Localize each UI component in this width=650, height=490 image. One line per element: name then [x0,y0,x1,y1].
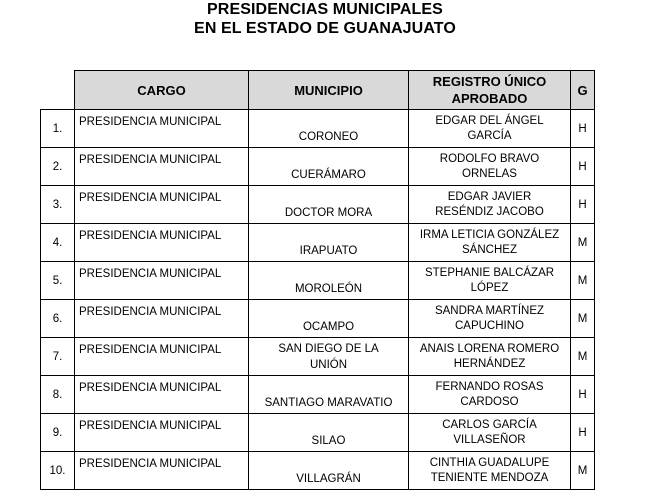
header-blank-cell [41,71,75,110]
registro-line1: STEPHANIE BALCÁZAR [424,266,555,279]
row-number: 7. [41,338,75,376]
genero-cell: M [571,300,595,338]
registro-line2: SÁNCHEZ [462,243,517,256]
municipio-cell [249,148,409,186]
registro-line2: CARDOSO [460,395,519,408]
table-row [41,376,595,414]
municipio-cell [249,110,409,148]
cargo-cell: PRESIDENCIA MUNICIPAL [75,452,249,490]
genero-cell: M [571,262,595,300]
municipio-cell [249,262,409,300]
registro-line1: CARLOS GARCÍA [442,418,537,431]
municipio-line1: DOCTOR MORA [284,207,373,219]
municipio-cell [249,376,409,414]
presidencias-table [40,70,595,490]
table-row [41,110,595,148]
registro-line1: ANAIS LORENA ROMERO [419,342,560,355]
genero-cell: M [571,224,595,262]
row-number: 6. [41,300,75,338]
registro-line2: VILLASEÑOR [453,433,526,446]
row-number: 2. [41,148,75,186]
table-row [41,186,595,224]
registro-line2: RESÉNDIZ JACOBO [435,205,544,218]
registro-line2: GARCÍA [467,129,512,142]
registro-line2: TENIENTE MENDOZA [430,471,549,484]
municipio-cell [249,414,409,452]
table-row [41,224,595,262]
registro-line1: RODOLFO BRAVO [439,152,540,165]
table-row [41,414,595,452]
registro-cell [409,224,571,262]
genero-cell: M [571,338,595,376]
municipio-line1: SANTIAGO MARAVATIO [264,397,393,409]
cargo-cell: PRESIDENCIA MUNICIPAL [75,224,249,262]
cargo-cell: PRESIDENCIA MUNICIPAL [75,338,249,376]
registro-cell [409,148,571,186]
registro-line1: EDGAR DEL ÁNGEL [435,114,544,127]
genero-cell: H [571,148,595,186]
header-registro [409,71,571,110]
registro-line1: EDGAR JAVIER [447,190,532,203]
municipio-cell [249,224,409,262]
genero-cell: H [571,414,595,452]
table-row [41,452,595,490]
municipio-line1: SILAO [311,435,346,447]
registro-line1: CINTHIA GUADALUPE [429,456,550,469]
genero-cell: H [571,186,595,224]
header-g: G [571,71,595,110]
municipio-cell [249,300,409,338]
municipio-cell [249,338,409,376]
table-row [41,338,595,376]
registro-cell [409,186,571,224]
cargo-cell: PRESIDENCIA MUNICIPAL [75,110,249,148]
table-header-row [41,71,595,110]
registro-line2: ORNELAS [462,167,517,180]
municipio-line1: CUERÁMARO [291,169,366,181]
row-number: 4. [41,224,75,262]
document-title-line1: PRESIDENCIAS MUNICIPALES [207,1,443,18]
registro-cell [409,300,571,338]
registro-cell [409,262,571,300]
municipio-line1: OCAMPO [302,321,355,333]
header-municipio: MUNICIPIO [249,71,409,110]
header-cargo: CARGO [75,71,249,110]
municipio-cell [249,186,409,224]
registro-line1: FERNANDO ROSAS [435,380,544,393]
cargo-cell: PRESIDENCIA MUNICIPAL [75,186,249,224]
municipio-line1: IRAPUATO [299,245,358,257]
header-registro-line2: APROBADO [451,91,528,106]
cargo-cell: PRESIDENCIA MUNICIPAL [75,148,249,186]
row-number: 8. [41,376,75,414]
registro-cell [409,452,571,490]
row-number: 5. [41,262,75,300]
municipio-line1: CORONEO [298,131,359,143]
municipio-line1: MOROLEÓN [294,283,363,295]
registro-cell [409,110,571,148]
cargo-cell: PRESIDENCIA MUNICIPAL [75,414,249,452]
registro-line2: LÓPEZ [470,281,509,294]
registro-line1: IRMA LETICIA GONZÁLEZ [419,228,560,241]
registro-line2: HERNÁNDEZ [453,357,526,370]
municipio-line2: UNIÓN [309,359,348,371]
row-number: 10. [41,452,75,490]
registro-cell [409,414,571,452]
registro-cell [409,338,571,376]
cargo-cell: PRESIDENCIA MUNICIPAL [75,376,249,414]
registro-line1: SANDRA MARTÍNEZ [434,304,545,317]
registro-cell [409,376,571,414]
table-row [41,300,595,338]
municipio-cell [249,452,409,490]
table-row [41,262,595,300]
row-number: 3. [41,186,75,224]
municipio-line1: SAN DIEGO DE LA [278,343,379,355]
genero-cell: M [571,452,595,490]
municipio-line1: VILLAGRÁN [296,473,361,485]
registro-line2: CAPUCHINO [454,319,524,332]
row-number: 9. [41,414,75,452]
genero-cell: H [571,376,595,414]
genero-cell: H [571,110,595,148]
header-registro-line1: REGISTRO ÚNICO [432,74,547,89]
cargo-cell: PRESIDENCIA MUNICIPAL [75,262,249,300]
document-title-line2: EN EL ESTADO DE GUANAJUATO [194,20,456,37]
row-number: 1. [41,110,75,148]
cargo-cell: PRESIDENCIA MUNICIPAL [75,300,249,338]
table-row [41,148,595,186]
